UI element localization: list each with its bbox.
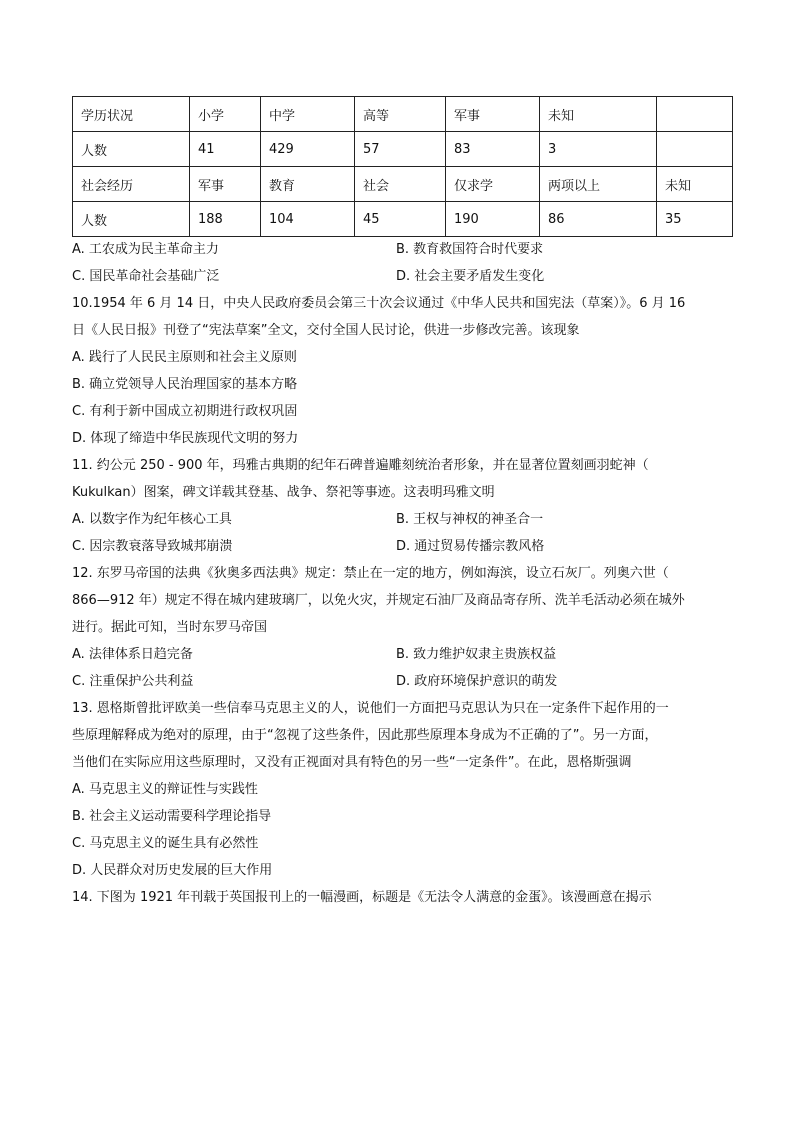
table-cell: 两项以上 bbox=[540, 167, 657, 202]
table-cell: 社会经历 bbox=[73, 167, 190, 202]
option-b[interactable]: B. 社会主义运动需要科学理论指导 bbox=[72, 809, 272, 824]
question-stem: 12. 东罗马帝国的法典《狄奥多西法典》规定：禁止在一定的地方，例如海滨，设立石灰厂。列奥六世（ bbox=[72, 566, 669, 581]
table-cell: 未知 bbox=[657, 167, 733, 202]
table-cell: 教育 bbox=[261, 167, 355, 202]
option-b[interactable]: B. 王权与神权的神圣合一 bbox=[396, 512, 544, 527]
table-cell: 429 bbox=[261, 132, 355, 167]
option-c[interactable]: C. 有利于新中国成立初期进行政权巩固 bbox=[72, 404, 298, 419]
option-a[interactable]: A. 马克思主义的辩证性与实践性 bbox=[72, 782, 258, 797]
table-row bbox=[73, 202, 733, 237]
table-row bbox=[73, 97, 733, 132]
table-cell: 188 bbox=[190, 202, 261, 237]
question-stem: 当他们在实际应用这些原理时，又没有正视面对具有特色的另一些“一定条件”。在此，恩格斯强调 bbox=[72, 755, 632, 770]
question-stem: 进行。据此可知，当时东罗马帝国 bbox=[72, 620, 268, 635]
table-cell: 军事 bbox=[446, 97, 540, 132]
option-a[interactable]: A. 工农成为民主革命主力 bbox=[72, 242, 219, 257]
table-cell: 104 bbox=[261, 202, 355, 237]
options-row bbox=[72, 236, 732, 263]
options-row bbox=[72, 263, 732, 290]
options-row bbox=[72, 533, 732, 560]
table-cell: 小学 bbox=[190, 97, 261, 132]
table-cell: 中学 bbox=[261, 97, 355, 132]
question-stem: 日《人民日报》刊登了“宪法草案”全文，交付全国人民讨论，供进一步修改完善。该现象 bbox=[72, 323, 580, 338]
table-row bbox=[73, 132, 733, 167]
table-cell bbox=[657, 97, 733, 132]
table-cell: 人数 bbox=[73, 132, 190, 167]
option-d[interactable]: D. 社会主要矛盾发生变化 bbox=[396, 269, 545, 284]
option-a[interactable]: A. 以数字作为纪年核心工具 bbox=[72, 512, 232, 527]
table-cell: 57 bbox=[355, 132, 446, 167]
statistics-table bbox=[72, 96, 733, 237]
table-cell: 人数 bbox=[73, 202, 190, 237]
question-stem: 13. 恩格斯曾批评欧美一些信奉马克思主义的人，说他们一方面把马克思认为只在一定条件下起作用的一 bbox=[72, 701, 669, 716]
options-row bbox=[72, 641, 732, 668]
option-b[interactable]: B. 教育救国符合时代要求 bbox=[396, 242, 544, 257]
question-content bbox=[72, 236, 732, 911]
table-cell: 学历状况 bbox=[73, 97, 190, 132]
table-cell: 军事 bbox=[190, 167, 261, 202]
table-cell: 仅求学 bbox=[446, 167, 540, 202]
table-cell: 190 bbox=[446, 202, 540, 237]
option-c[interactable]: C. 马克思主义的诞生具有必然性 bbox=[72, 836, 259, 851]
question-stem: 10.1954 年 6 月 14 日，中央人民政府委员会第三十次会议通过《中华人民共和国宪法（草案）》。6 月 16 bbox=[72, 296, 686, 311]
table-cell: 35 bbox=[657, 202, 733, 237]
table-row bbox=[73, 167, 733, 202]
table-cell: 未知 bbox=[540, 97, 657, 132]
table-cell: 高等 bbox=[355, 97, 446, 132]
table-cell: 3 bbox=[540, 132, 657, 167]
options-row bbox=[72, 668, 732, 695]
option-d[interactable]: D. 通过贸易传播宗教风格 bbox=[396, 539, 545, 554]
table-cell: 86 bbox=[540, 202, 657, 237]
question-stem: 866—912 年）规定不得在城内建玻璃厂，以免火灾，并规定石油厂及商品寄存所、洗羊毛活动必须在城外 bbox=[72, 593, 685, 608]
question-stem: 些原理解释成为绝对的原理，由于“忽视了这些条件，因此那些原理本身成为不正确的了”。另一方面， bbox=[72, 728, 658, 743]
table-cell: 45 bbox=[355, 202, 446, 237]
question-stem: 11. 约公元 250 - 900 年，玛雅古典期的纪年石碑普遍雕刻统治者形象，并在显著位置刻画羽蛇神（ bbox=[72, 458, 649, 473]
option-c[interactable]: C. 国民革命社会基础广泛 bbox=[72, 269, 220, 284]
option-d[interactable]: D. 人民群众对历史发展的巨大作用 bbox=[72, 863, 273, 878]
option-c[interactable]: C. 因宗教衰落导致城邦崩溃 bbox=[72, 539, 233, 554]
option-d[interactable]: D. 政府环境保护意识的萌发 bbox=[396, 674, 558, 689]
option-d[interactable]: D. 体现了缔造中华民族现代文明的努力 bbox=[72, 431, 299, 446]
option-a[interactable]: A. 法律体系日趋完备 bbox=[72, 647, 193, 662]
table-cell: 社会 bbox=[355, 167, 446, 202]
options-row bbox=[72, 506, 732, 533]
table-cell: 83 bbox=[446, 132, 540, 167]
option-b[interactable]: B. 确立党领导人民治理国家的基本方略 bbox=[72, 377, 298, 392]
table-cell bbox=[657, 132, 733, 167]
table-cell: 41 bbox=[190, 132, 261, 167]
question-stem: Kukulkan）图案，碑文详载其登基、战争、祭祀等事迹。这表明玛雅文明 bbox=[72, 485, 495, 500]
question-stem: 14. 下图为 1921 年刊载于英国报刊上的一幅漫画，标题是《无法令人满意的金蛋》。该漫画意在揭示 bbox=[72, 890, 652, 905]
option-a[interactable]: A. 践行了人民民主原则和社会主义原则 bbox=[72, 350, 297, 365]
option-b[interactable]: B. 致力维护奴隶主贵族权益 bbox=[396, 647, 557, 662]
option-c[interactable]: C. 注重保护公共利益 bbox=[72, 674, 194, 689]
